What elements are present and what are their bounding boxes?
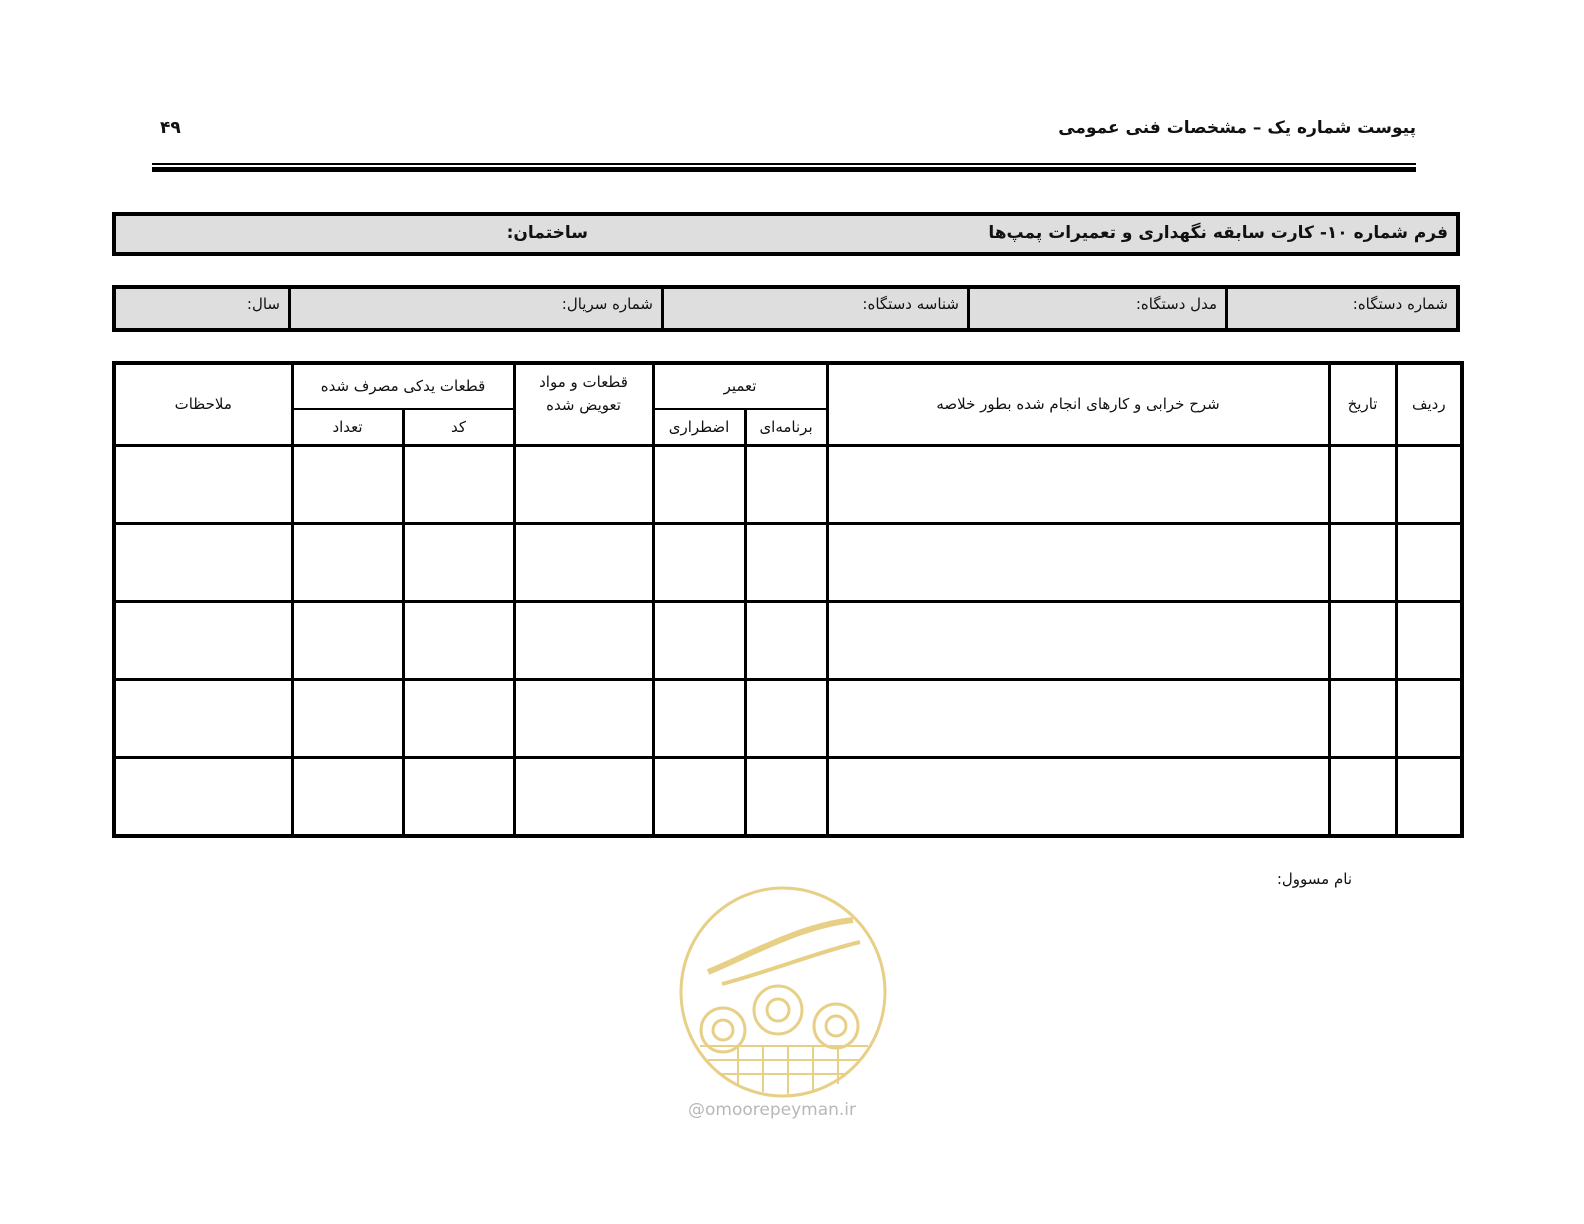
header-description: شرح خرابی و کارهای انجام شده بطور خلاصه	[827, 363, 1329, 445]
header-repair-emergency: اضطراری	[653, 409, 745, 445]
table-cell[interactable]	[114, 757, 292, 836]
table-cell[interactable]	[745, 601, 827, 679]
table-cell[interactable]	[514, 679, 653, 757]
table-cell[interactable]	[114, 523, 292, 601]
header-rule-thick	[152, 167, 1416, 172]
table-cell[interactable]	[292, 757, 403, 836]
year-field: سال:	[246, 295, 280, 313]
table-cell[interactable]	[1396, 445, 1462, 523]
table-cell[interactable]	[1329, 679, 1396, 757]
table-cell[interactable]	[292, 445, 403, 523]
header-spare-quantity: تعداد	[292, 409, 403, 445]
table-cell[interactable]	[827, 757, 1329, 836]
table-cell[interactable]	[745, 523, 827, 601]
table-cell[interactable]	[1396, 757, 1462, 836]
table-cell[interactable]	[653, 679, 745, 757]
table-cell[interactable]	[514, 757, 653, 836]
responsible-name-label: نام مسوول:	[1276, 870, 1352, 888]
header-remarks: ملاحظات	[114, 363, 292, 445]
header-spare-parts: قطعات یدکی مصرف شده	[292, 363, 514, 409]
device-id-field: شناسه دستگاه:	[661, 289, 967, 328]
table-cell[interactable]	[1396, 679, 1462, 757]
table-cell[interactable]	[403, 757, 514, 836]
omoorepeyman-stamp-logo	[678, 886, 888, 1100]
table-cell[interactable]	[403, 445, 514, 523]
table-cell[interactable]	[827, 523, 1329, 601]
table-cell[interactable]	[745, 679, 827, 757]
header-replaced-parts: قطعات و مواد تعویض شده	[514, 363, 653, 445]
table-cell[interactable]	[292, 679, 403, 757]
device-info-bar	[112, 285, 1460, 332]
table-cell[interactable]	[1396, 601, 1462, 679]
table-cell[interactable]	[114, 601, 292, 679]
table-cell[interactable]	[745, 445, 827, 523]
table-cell[interactable]	[403, 523, 514, 601]
table-cell[interactable]	[1396, 523, 1462, 601]
header-rule-thin	[152, 163, 1416, 165]
table-row	[114, 679, 1462, 757]
page-number: ۴۹	[160, 118, 181, 138]
table-cell[interactable]	[403, 679, 514, 757]
table-cell[interactable]	[653, 445, 745, 523]
form-title: فرم شماره ۱۰- کارت سابقه نگهداری و تعمیرات پمپ‌ها	[988, 223, 1448, 243]
table-cell[interactable]	[1329, 601, 1396, 679]
table-cell[interactable]	[292, 523, 403, 601]
table-cell[interactable]	[653, 757, 745, 836]
watermark-url: @omoorepeyman.ir	[688, 1100, 857, 1120]
header-repair: تعمیر	[653, 363, 827, 409]
table-cell[interactable]	[514, 601, 653, 679]
table-row	[114, 601, 1462, 679]
document-header-title: پیوست شماره یک – مشخصات فنی عمومی	[1058, 118, 1416, 138]
table-row	[114, 757, 1462, 836]
table-row	[114, 523, 1462, 601]
table-cell[interactable]	[114, 445, 292, 523]
maintenance-record-table	[112, 361, 1464, 838]
table-cell[interactable]	[827, 679, 1329, 757]
table-cell[interactable]	[827, 601, 1329, 679]
table-cell[interactable]	[653, 523, 745, 601]
table-cell[interactable]	[653, 601, 745, 679]
table-cell[interactable]	[1329, 445, 1396, 523]
header-spare-code: کد	[403, 409, 514, 445]
table-cell[interactable]	[514, 523, 653, 601]
table-cell[interactable]	[292, 601, 403, 679]
table-cell[interactable]	[827, 445, 1329, 523]
table-cell[interactable]	[1329, 523, 1396, 601]
form-title-bar	[112, 212, 1460, 256]
header-date: تاریخ	[1329, 363, 1396, 445]
table-cell[interactable]	[745, 757, 827, 836]
device-model-field: مدل دستگاه:	[967, 289, 1225, 328]
table-cell[interactable]	[114, 679, 292, 757]
table-cell[interactable]	[1329, 757, 1396, 836]
table-cell[interactable]	[514, 445, 653, 523]
serial-number-field: شماره سریال:	[288, 289, 661, 328]
table-row	[114, 445, 1462, 523]
device-number-field: شماره دستگاه:	[1225, 289, 1456, 328]
header-repair-planned: برنامه‌ای	[745, 409, 827, 445]
header-row-number: ردیف	[1396, 363, 1462, 445]
table-cell[interactable]	[403, 601, 514, 679]
building-label: ساختمان:	[506, 223, 588, 243]
